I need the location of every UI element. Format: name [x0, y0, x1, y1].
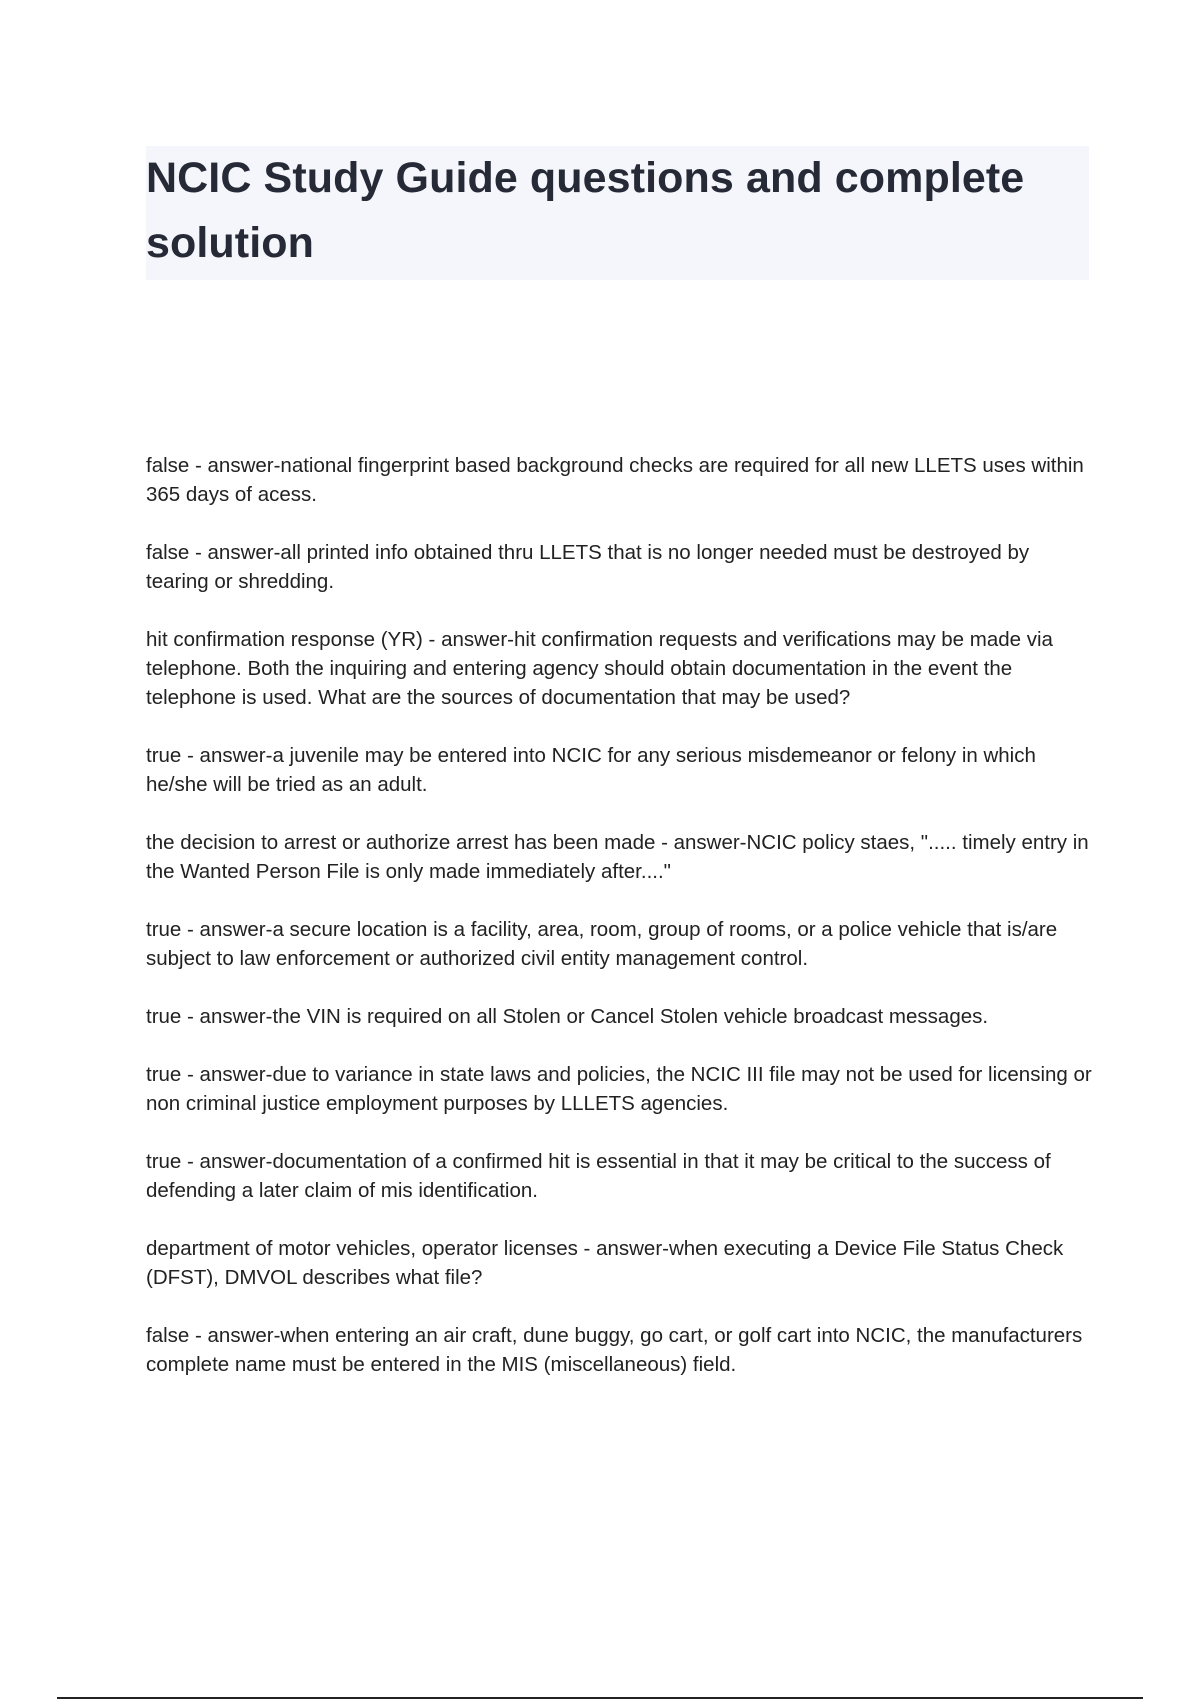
qa-entry-1: false - answer-national fingerprint based background checks are required for all new LLETS uses within 365 days of acess.: [146, 454, 1084, 506]
qa-entry-10: department of motor vehicles, operator licenses - answer-when executing a Device File Status Check (DFST), DMVOL describes what file?: [146, 1237, 1064, 1289]
qa-entry-4: true - answer-a juvenile may be entered into NCIC for any serious misdemeanor or felony in which he/she will be tried as an adult.: [146, 744, 1036, 796]
qa-entry-6: true - answer-a secure location is a facility, area, room, group of rooms, or a police vehicle that is/are subject to law enforcement or authorized civil entity management control.: [146, 918, 1058, 970]
qa-entry-7: true - answer-the VIN is required on all Stolen or Cancel Stolen vehicle broadcast messages.: [146, 1005, 989, 1028]
document-body: [146, 451, 1096, 1408]
footer-divider: [57, 1697, 1143, 1699]
qa-entry-11: false - answer-when entering an air craft, dune buggy, go cart, or golf cart into NCIC, the manufacturers complete name must be entered in the MIS (miscellaneous) field.: [146, 1324, 1083, 1376]
title-block: [146, 146, 1089, 280]
document-title: NCIC Study Guide questions and complete solution: [146, 154, 1025, 267]
qa-entry-9: true - answer-documentation of a confirmed hit is essential in that it may be critical to the success of defending a later claim of mis identification.: [146, 1150, 1051, 1202]
qa-entry-3: hit confirmation response (YR) - answer-hit confirmation requests and verifications may be made via telephone. Both the inquiring and entering agency should obtain documentation in the event the telephone is used. What are the sources of documentation that may be used?: [146, 628, 1053, 709]
qa-entry-8: true - answer-due to variance in state laws and policies, the NCIC III file may not be used for licensing or non criminal justice employment purposes by LLLETS agencies.: [146, 1063, 1092, 1115]
qa-entry-2: false - answer-all printed info obtained thru LLETS that is no longer needed must be destroyed by tearing or shredding.: [146, 541, 1030, 593]
qa-entry-5: the decision to arrest or authorize arrest has been made - answer-NCIC policy staes, "..... timely entry in the Wanted Person File is only made immediately after....": [146, 831, 1089, 883]
